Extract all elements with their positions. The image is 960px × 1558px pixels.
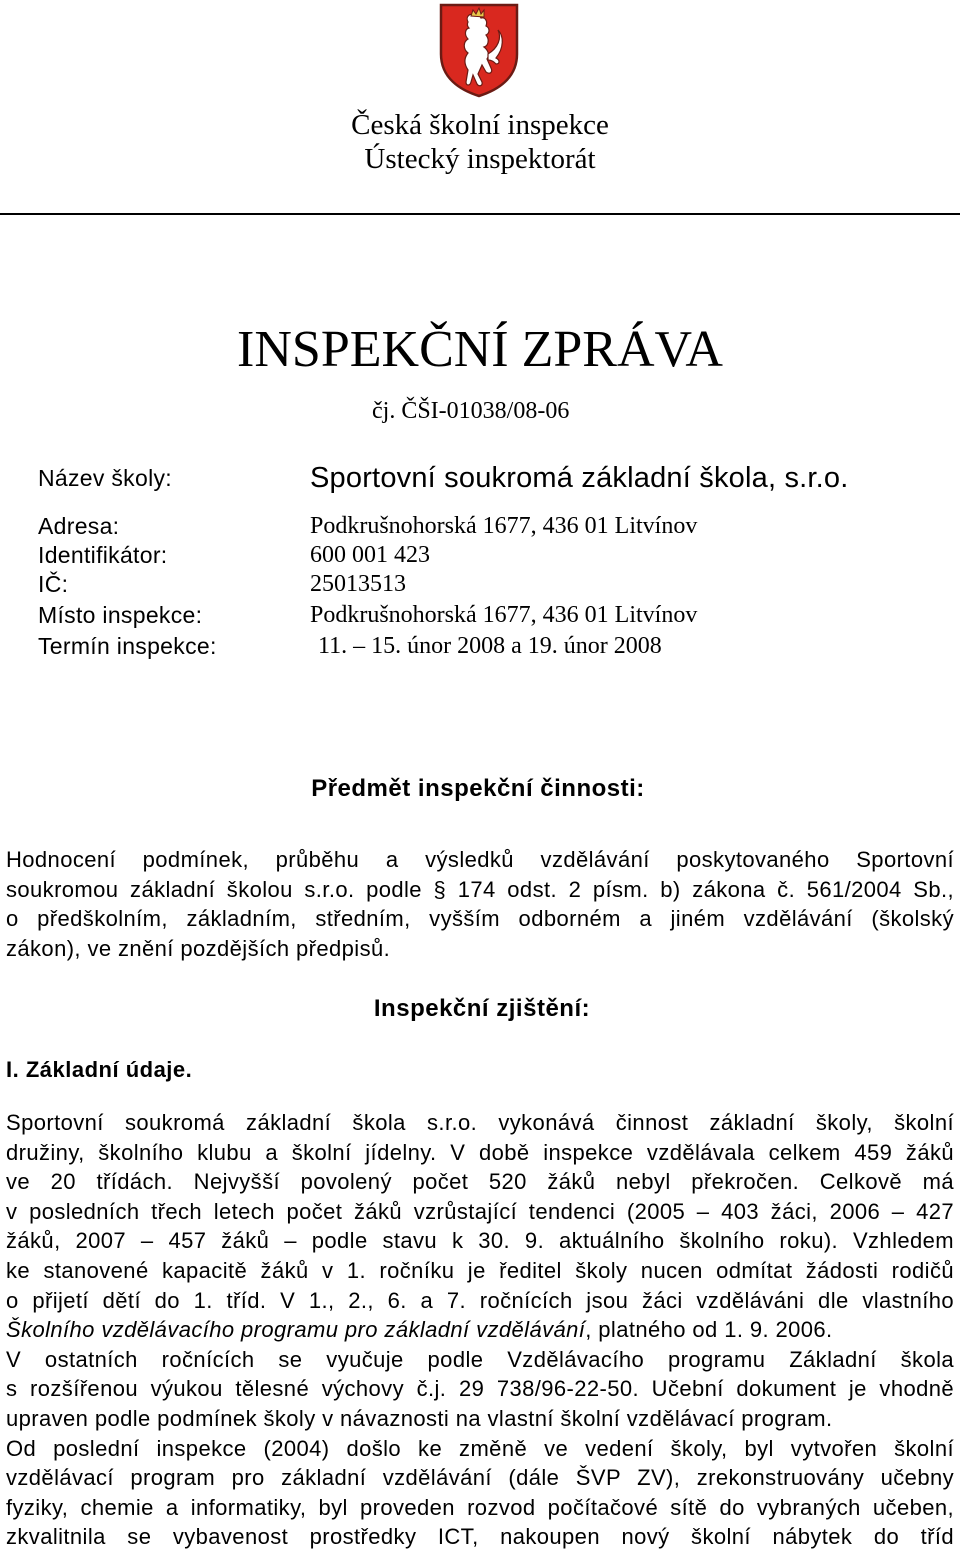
paragraph-line: soukromou základní školou s.r.o. podle § 174 odst. 2 písm. b) zákona č. 561/2004 Sb., [6, 876, 954, 902]
paragraph-line: žáků, 2007 – 457 žáků – podle stavu k 30. 9. aktuálního školního roku). Vzhledem [6, 1228, 954, 1254]
address-label: Adresa: [38, 513, 120, 539]
paragraph-line: Od poslední inspekce (2004) došlo ke změně ve vedení školy, byl vytvořen školní [6, 1435, 954, 1461]
subject-paragraph [6, 845, 954, 963]
school-name-value: Sportovní soukromá základní škola, s.r.o. [310, 462, 849, 494]
paragraph-line: o přijetí dětí do 1. tříd. V 1., 2., 6. a 7. ročnících jsou žáci vzděláváni dle vlastního [6, 1287, 954, 1313]
organization-branch: Ústecký inspektorát [364, 143, 596, 175]
paragraph-line: upraven podle podmínek školy v návaznosti na vlastní školní vzdělávací program. [6, 1405, 833, 1431]
paragraph-line: Sportovní soukromá základní škola s.r.o. vykonává činnost základní školy, školní [6, 1110, 954, 1135]
paragraph-line: zákon), ve znění pozdějších předpisů. [6, 935, 391, 961]
organization-name: Česká školní inspekce [351, 109, 609, 141]
paragraph-line: Hodnocení podmínek, průběhu a výsledků vzdělávání poskytovaného Sportovní [6, 847, 954, 872]
identifier-label: Identifikátor: [38, 542, 168, 568]
findings-heading: Inspekční zjištění: [373, 995, 591, 1022]
reference-number: čj. ČŠI-01038/08-06 [372, 398, 570, 424]
inspection-date-label: Termín inspekce: [38, 633, 217, 659]
school-name-label: Název školy: [38, 465, 172, 491]
address-value: Podkrušnohorská 1677, 436 01 Litvínov [310, 513, 698, 539]
ico-label: IČ: [38, 571, 69, 597]
state-emblem-icon [438, 2, 520, 98]
paragraph-line: ke stanovené kapacitě žáků v 1. ročníku je ředitel školy nucen odmítat žádosti rodičů [6, 1257, 954, 1283]
inspection-date-value: 11. – 15. únor 2008 a 19. únor 2008 [318, 633, 662, 659]
document-title: INSPEKČNÍ ZPRÁVA [237, 321, 723, 378]
paragraph-line: vzdělávací program pro základní vzdělávání (dále ŠVP ZV), zrekonstruovány učebny [6, 1465, 954, 1491]
ico-value: 25013513 [310, 571, 406, 597]
paragraph-line: s rozšířenou výukou tělesné výchovy č.j. 29 738/96-22-50. Učební dokument je vhodně [6, 1376, 954, 1402]
findings-paragraph [6, 1108, 954, 1552]
paragraph-line: zkvalitnila se vybavenost prostředky ICT, nakoupen nový školní nábytek do tříd [6, 1524, 954, 1550]
paragraph-line: o předškolním, základním, středním, vyšším odborném a jiném vzdělávání (školský [6, 906, 954, 932]
section-title: I. Základní údaje. [6, 1057, 193, 1082]
paragraph-line: V ostatních ročnících se vyučuje podle Vzdělávacího programu Základní škola [6, 1346, 954, 1372]
paragraph-line: fyziky, chemie a informatiky, byl proveden rozvod počítačové sítě do vybraných učeben, [6, 1494, 954, 1520]
program-title: Školního vzdělávacího programu pro základní vzdělávání [6, 1317, 586, 1343]
paragraph-line: ve 20 třídách. Nejvyšší povolený počet 520 žáků nebyl překročen. Celkově má [6, 1169, 954, 1195]
paragraph-line [6, 1315, 954, 1345]
identifier-value: 600 001 423 [310, 542, 430, 568]
subject-heading: Předmět inspekční činnosti: [311, 775, 645, 802]
paragraph-line: družiny, školního klubu a školní jídelny. V době inspekce vzdělávala celkem 459 žáků [6, 1139, 954, 1165]
header-divider [0, 213, 960, 215]
program-validity: , platného od 1. 9. 2006. [585, 1317, 833, 1343]
inspection-place-value: Podkrušnohorská 1677, 436 01 Litvínov [310, 602, 698, 628]
paragraph-line: v posledních třech letech počet žáků vzrůstající tendenci (2005 – 403 žáci, 2006 – 427 [6, 1198, 954, 1224]
inspection-place-label: Místo inspekce: [38, 602, 203, 628]
